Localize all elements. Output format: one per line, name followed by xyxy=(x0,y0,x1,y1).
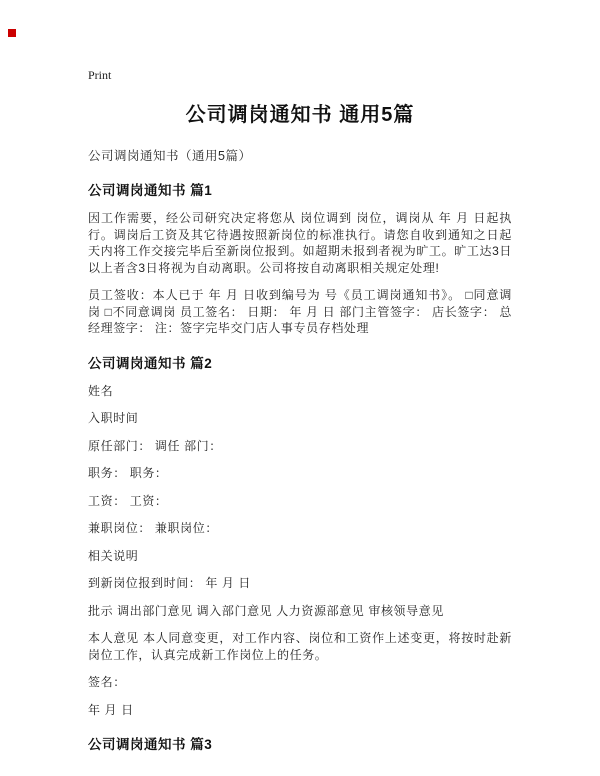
field-position: 职务： 职务： xyxy=(88,466,168,480)
page-title: 公司调岗通知书 通用5篇 xyxy=(185,104,415,126)
field-name-label: 姓名 xyxy=(88,383,114,398)
section1-paragraph-notice: 因工作需要，经公司研究决定将您从 岗位调到 岗位，调岗从 年 月 日起执行。调岗后工资及其它待遇按照新岗位的标准执行。请您自收到通知之日起 天内将工作交接完毕后至新岗位报到。如超期未报到者视为旷工。旷工达3日以上者含3日将视为自动离职。公司将按自动离职相关规定处理! xyxy=(88,211,512,275)
signature-label: 签名： xyxy=(88,675,126,689)
section1-paragraph-signoff: 员工签收：本人已于 年 月 日收到编号为 号《员工调岗通知书》。 □同意调岗 □不同意调岗 员工签名： 日期： 年 月 日 部门主管签字： 店长签字： 总经理签字： 注：签字完毕交门店人事专员存档处理 xyxy=(88,288,512,335)
employee-opinion: 本人意见 本人同意变更，对工作内容、岗位和工资作上述变更，将按时赴新岗位工作，认真完成新工作岗位上的任务。 xyxy=(88,631,512,662)
field-original-dept: 原任部门： 调任 部门： xyxy=(88,438,222,453)
field-report-time: 到新岗位报到时间： 年 月 日 xyxy=(88,576,252,590)
field-hire-date-label: 入职时间 xyxy=(88,411,139,425)
red-square-marker xyxy=(8,29,16,37)
field-salary: 工资： 工资： xyxy=(88,493,168,508)
document-subtitle: 公司调岗通知书（通用5篇） xyxy=(88,149,252,163)
date-label: 年 月 日 xyxy=(88,702,134,717)
section-heading-3: 公司调岗通知书 篇3 xyxy=(88,737,213,752)
field-concurrent-post: 兼职岗位： 兼职岗位： xyxy=(88,521,218,535)
section-heading-2: 公司调岗通知书 篇2 xyxy=(88,355,213,371)
print-link[interactable]: Print xyxy=(88,68,112,82)
field-related-notes: 相关说明 xyxy=(88,548,139,563)
field-approvals: 批示 调出部门意见 调入部门意见 人力资源部意见 审核领导意见 xyxy=(88,603,444,618)
section-heading-1: 公司调岗通知书 篇1 xyxy=(88,183,213,198)
